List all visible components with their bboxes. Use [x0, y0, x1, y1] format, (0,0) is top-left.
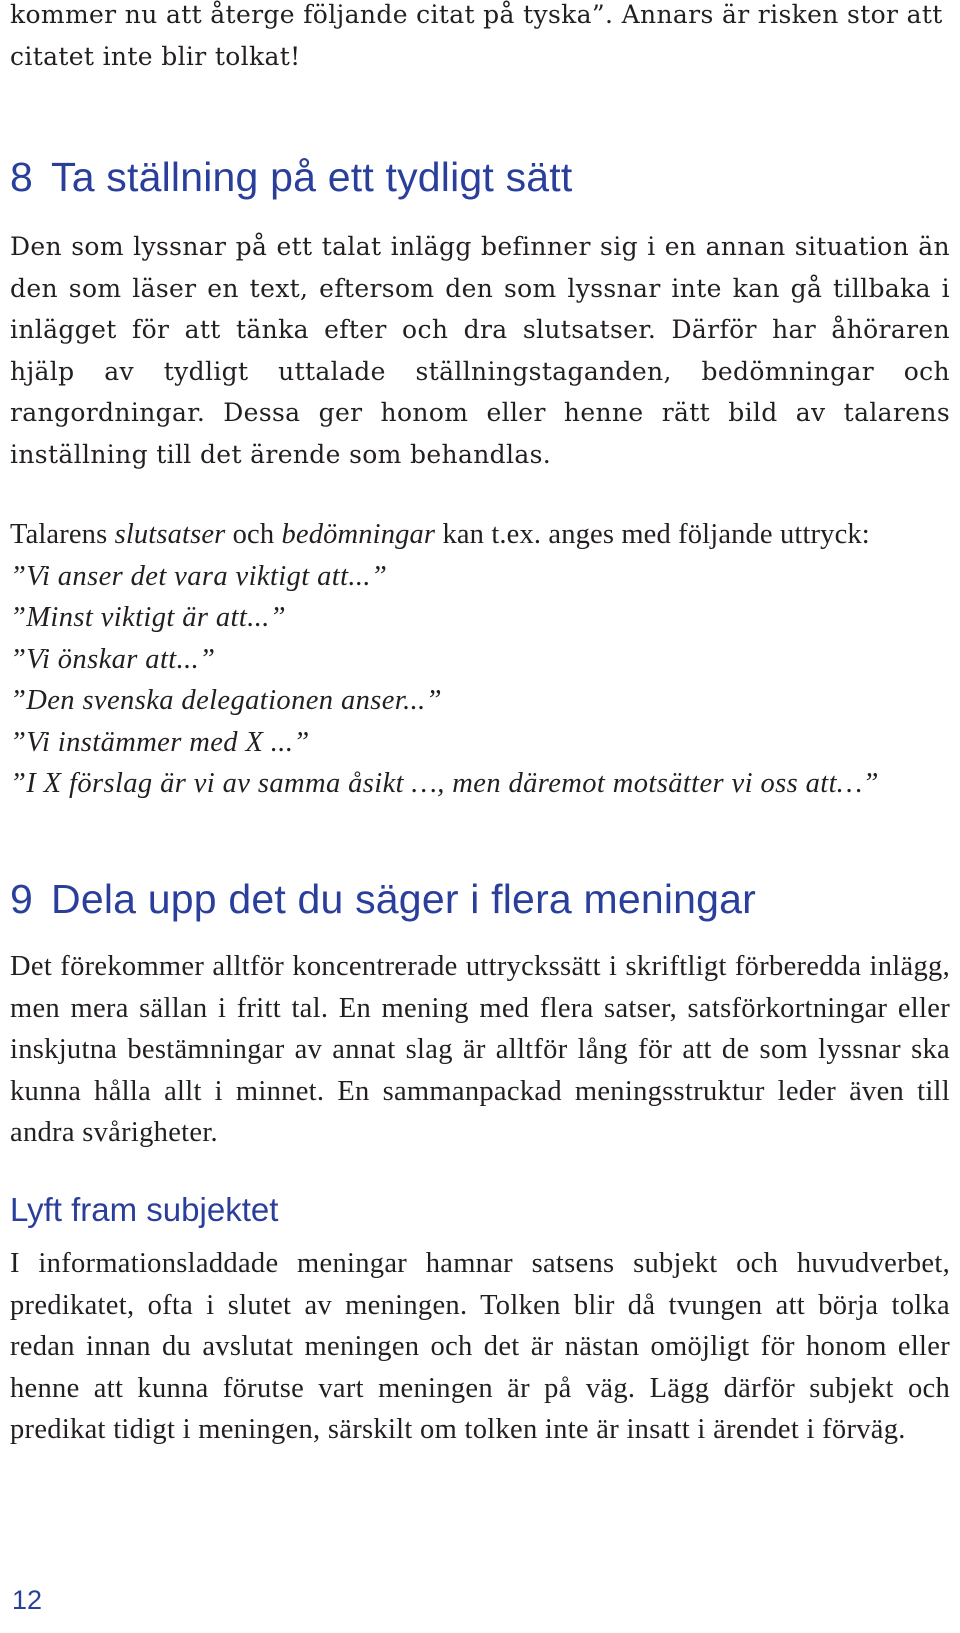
- intro-line-1: kommer nu att återge följande citat på tyska”. Annars är risken stor att: [10, 0, 943, 29]
- subsection-heading: [10, 1190, 950, 1230]
- quote-3: ”Vi önskar att...”: [10, 643, 216, 675]
- quote-4: ”Den svenska delegationen anser...”: [10, 685, 442, 716]
- section-9-title: Dela upp det du säger i flera meningar: [51, 876, 757, 922]
- emphasis-bedomningar: bedömningar: [281, 519, 436, 550]
- intro-paragraph: [10, 0, 950, 77]
- page-number: 12: [12, 1585, 43, 1615]
- expressions-intro: Talarens slutsatser och bedömningar kan t.ex. anges med följande uttryck:: [10, 519, 870, 550]
- subsection-title: Lyft fram subjektet: [10, 1191, 279, 1228]
- section-9-heading: [10, 874, 950, 924]
- section-8-number: 8: [10, 154, 34, 200]
- subsection-paragraph: I informationsladdade meningar hamnar satsens subjekt och huvudverbet, predikatet, ofta i slutet av meningen. Tolken blir då tvungen att börja tolka redan innan du avslutat meningen och det är nästan omöjligt för honom eller henne att kunna förutse vart meningen är på väg. Lägg därför subjekt och predikat tidigt i meningen, särskilt om tolken inte är insatt i ärendet i förväg.: [10, 1248, 950, 1445]
- quote-2: ”Minst viktigt är att...”: [10, 602, 287, 633]
- section-8-expressions: [10, 514, 950, 805]
- section-8-title: Ta ställning på ett tydligt sätt: [51, 154, 573, 200]
- section-8-heading: [10, 152, 950, 202]
- intro-line-2: citatet inte blir tolkat!: [10, 41, 301, 71]
- quote-1: ”Vi anser det vara viktigt att...”: [10, 560, 388, 592]
- section-9-number: 9: [10, 876, 34, 922]
- section-8-paragraph: Den som lyssnar på ett talat inlägg befinner sig i en annan situation än den som läser en text, eftersom den som lyssnar inte kan gå tillbaka i inlägget för att tänka efter och dra slutsatser. Därför har åhöraren hjälp av tydligt uttalade ställningstaganden, bedömningar och rangordningar. Dessa ger honom eller henne rätt bild av talarens inställning till det ärende som behandlas.: [10, 232, 950, 469]
- section-9-paragraph: Det förekommer alltför koncentrerade uttryckssätt i skriftligt förberedda inlägg, men mera sällan i fritt tal. En mening med flera satser, satsförkortningar eller inskjutna bestämningar av annat slag är alltför lång för att de som lyssnar ska kunna hålla allt i minnet. En sammanpackad meningsstruktur leder även till andra svårigheter.: [10, 951, 950, 1148]
- quote-5: ”Vi instämmer med X ...”: [10, 726, 310, 758]
- quote-6: ”I X förslag är vi av samma åsikt …, men däremot motsätter vi oss att…”: [10, 768, 879, 799]
- emphasis-slutsatser: slutsatser: [114, 519, 226, 550]
